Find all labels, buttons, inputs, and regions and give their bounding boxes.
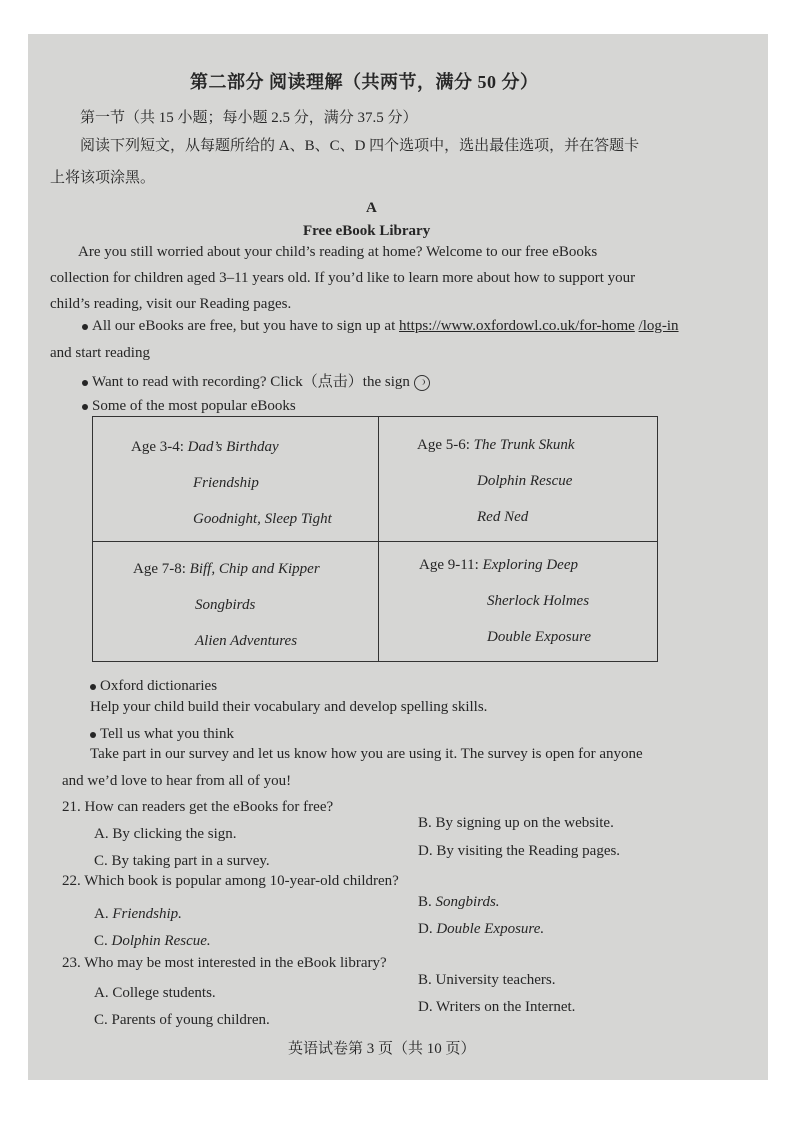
option-letter: A. xyxy=(94,906,113,922)
table-cell-age-9-11 xyxy=(419,547,591,655)
popular-ebooks-table xyxy=(92,416,658,662)
book-title: Sherlock Holmes xyxy=(487,593,590,609)
question-23-stem: 23. Who may be most interested in the eBook library? xyxy=(62,955,387,971)
option-text: Dolphin Rescue. xyxy=(111,933,211,949)
question-21-option-d[interactable]: D. By visiting the Reading pages. xyxy=(418,843,621,859)
table-divider-horizontal xyxy=(93,541,657,542)
bullet-dot xyxy=(90,684,96,690)
question-22-stem: 22. Which book is popular among 10-year-old children? xyxy=(62,873,399,889)
table-divider-vertical xyxy=(378,417,379,661)
passage-letter: A xyxy=(366,200,377,216)
bullet-dot xyxy=(82,324,88,330)
book-title: The Trunk Skunk xyxy=(473,437,575,453)
question-23-option-a[interactable]: A. College students. xyxy=(94,985,216,1001)
question-22-option-b[interactable] xyxy=(418,894,500,911)
question-22-option-d[interactable] xyxy=(418,921,544,938)
book-title: Double Exposure xyxy=(487,629,592,645)
bullet-signup-continued: and start reading xyxy=(50,345,150,361)
login-link[interactable]: /log-in xyxy=(638,318,679,334)
bullet-dot xyxy=(90,732,96,738)
book-title: Songbirds xyxy=(195,597,256,613)
option-text: Double Exposure. xyxy=(436,921,545,937)
bullet-recording-text: Want to read with recording? Click（点击）the sign xyxy=(92,374,410,390)
question-23-option-b[interactable]: B. University teachers. xyxy=(418,972,556,988)
age-label: Age 3-4: xyxy=(131,439,188,455)
question-22-option-c[interactable] xyxy=(94,933,211,950)
age-label: Age 9-11: xyxy=(419,557,483,573)
option-letter: D. xyxy=(418,921,437,937)
bullet-dictionaries-title: Oxford dictionaries xyxy=(100,678,218,694)
book-title: Red Ned xyxy=(477,509,529,525)
dictionaries-text: Help your child build their vocabulary and develop spelling skills. xyxy=(90,699,488,715)
sound-icon[interactable] xyxy=(414,375,430,391)
question-21-option-a[interactable]: A. By clicking the sign. xyxy=(94,826,237,842)
age-label: Age 5-6: xyxy=(417,437,474,453)
subsection-title: 第一节（共 15 小题；每小题 2.5 分，满分 37.5 分） xyxy=(80,110,418,126)
option-text: Friendship. xyxy=(112,906,182,922)
bullet-signup-text: All our eBooks are free, but you have to sign up at xyxy=(92,318,400,334)
table-cell-age-5-6 xyxy=(417,427,574,535)
intro-line-3: child’s reading, visit our Reading pages. xyxy=(50,296,292,312)
book-title: Biff, Chip and Kipper xyxy=(189,561,320,577)
bullet-popular-text: Some of the most popular eBooks xyxy=(92,398,296,414)
intro-line-2: collection for children aged 3–11 years old. If you’d like to learn more about how to support your xyxy=(50,270,636,286)
option-letter: B. xyxy=(418,894,436,910)
section-title: 第二部分 阅读理解（共两节，满分 50 分） xyxy=(190,72,539,92)
option-text: Songbirds. xyxy=(435,894,500,910)
question-21-option-c[interactable]: C. By taking part in a survey. xyxy=(94,853,270,869)
bullet-popular xyxy=(82,398,296,415)
survey-line-1: Take part in our survey and let us know how you are using it. The survey is open for anyone xyxy=(90,746,643,762)
question-21-option-b[interactable]: B. By signing up on the website. xyxy=(418,815,614,831)
bullet-dot xyxy=(82,404,88,410)
intro-line-1: Are you still worried about your child’s reading at home? Welcome to our free eBooks xyxy=(78,244,598,260)
age-label: Age 7-8: xyxy=(133,561,190,577)
book-title: Goodnight, Sleep Tight xyxy=(193,511,332,527)
book-title: Exploring Deep xyxy=(482,557,578,573)
table-cell-age-7-8 xyxy=(133,551,320,659)
question-23-option-c[interactable]: C. Parents of young children. xyxy=(94,1012,270,1028)
survey-line-2: and we’d love to hear from all of you! xyxy=(62,773,292,789)
bullet-dot xyxy=(82,380,88,386)
passage-title: Free eBook Library xyxy=(303,223,431,239)
question-23-option-d[interactable]: D. Writers on the Internet. xyxy=(418,999,576,1015)
page-footer: 英语试卷第 3 页（共 10 页） xyxy=(288,1041,476,1057)
bullet-recording xyxy=(82,370,430,391)
bullet-survey-title: Tell us what you think xyxy=(100,726,234,742)
book-title: Alien Adventures xyxy=(195,633,298,649)
table-cell-age-3-4 xyxy=(131,429,332,537)
book-title: Dolphin Rescue xyxy=(477,473,573,489)
bullet-survey xyxy=(90,726,234,743)
book-title: Dad’s Birthday xyxy=(187,439,279,455)
bullet-dictionaries xyxy=(90,678,217,695)
website-link[interactable]: https://www.oxfordowl.co.uk/for-home xyxy=(399,318,635,334)
option-letter: C. xyxy=(94,933,112,949)
instructions-line-2: 上将该项涂黑。 xyxy=(50,170,156,186)
book-title: Friendship xyxy=(193,475,259,491)
question-21-stem: 21. How can readers get the eBooks for free? xyxy=(62,799,334,815)
question-22-option-a[interactable] xyxy=(94,906,182,923)
bullet-signup xyxy=(82,318,679,335)
instructions-line-1: 阅读下列短文，从每题所给的 A、B、C、D 四个选项中，选出最佳选项，并在答题卡 xyxy=(80,138,640,154)
